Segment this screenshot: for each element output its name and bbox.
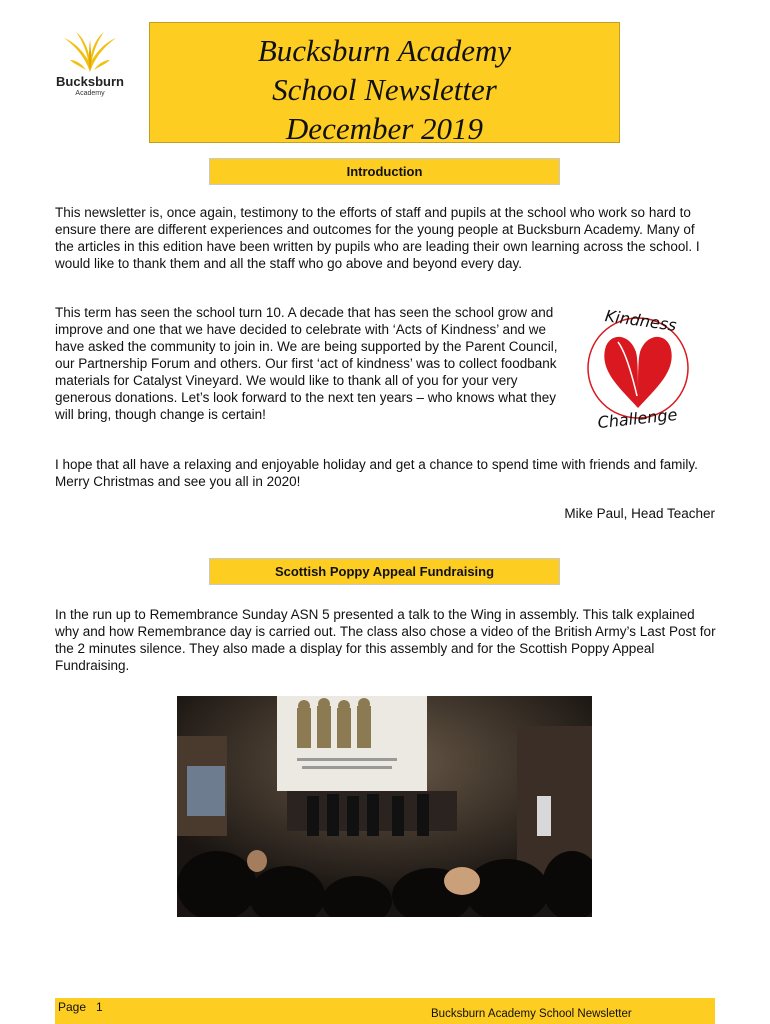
masthead-publication: School Newsletter: [272, 72, 497, 107]
page-footer: [55, 998, 715, 1024]
assembly-photo: [177, 696, 592, 917]
head-teacher-signature: Mike Paul, Head Teacher: [564, 506, 715, 521]
intro-paragraph-2: This term has seen the school turn 10. A decade that has seen the school grow and improve and one that we have decided to celebrate with ‘Acts of Kindness’ and we have asked the community to join in. We are being supported by the Parent Council, our Partnership Forum and others. Our first ‘act of kindness’ was to collect foodbank materials for Catalyst Vineyard. We would like to thank all of you for your very generous donations. Let’s look forward to the next ten years – who knows what they will bring, though change is certain!: [55, 305, 558, 422]
poppy-appeal-paragraph: In the run up to Remembrance Sunday ASN 5 presented a talk to the Wing in assembly. This talk explained why and how Remembrance day is carried out. The class also chose a video of the British Army’s Last Post for the 2 minutes silence. They also made a display for this assembly and for the Scottish Poppy Appeal Fundraising.: [55, 607, 716, 673]
kindness-title: Kindness: [603, 306, 678, 335]
footer-page-label: Page: [58, 1000, 87, 1014]
logo-name: Bucksburn: [56, 74, 124, 89]
introduction-heading: Introduction: [209, 158, 560, 185]
masthead-school-name: Bucksburn Academy: [257, 33, 512, 68]
logo-subtitle: Academy: [75, 90, 105, 97]
challenge-title: Challenge: [596, 404, 679, 431]
intro-paragraph-3: I hope that all have a relaxing and enjoyable holiday and get a chance to spend time with friends and family. Merry Christmas and see you all in 2020!: [55, 457, 698, 489]
poppy-appeal-heading: Scottish Poppy Appeal Fundraising: [209, 558, 560, 585]
footer-page-number: [58, 1000, 103, 1014]
footer-title: Bucksburn Academy School Newsletter: [431, 1008, 632, 1020]
school-crest-icon: [56, 30, 124, 74]
intro-paragraph-1: This newsletter is, once again, testimony to the efforts of staff and pupils at the school who work so hard to ensure there are different experiences and outcomes for the young people at Bucksburn Academy. Many of the articles in this edition have been written by pupils who are leading their own learning across the school. I would like to thank them and all the staff who go above and beyond every day.: [55, 205, 700, 271]
newsletter-masthead: [149, 22, 620, 146]
kindness-heart-icon: [580, 296, 700, 431]
school-logo: [50, 30, 130, 100]
masthead-date: December 2019: [285, 111, 484, 146]
kindness-challenge-logo: [580, 296, 700, 431]
footer-page-value: 1: [96, 1000, 103, 1014]
